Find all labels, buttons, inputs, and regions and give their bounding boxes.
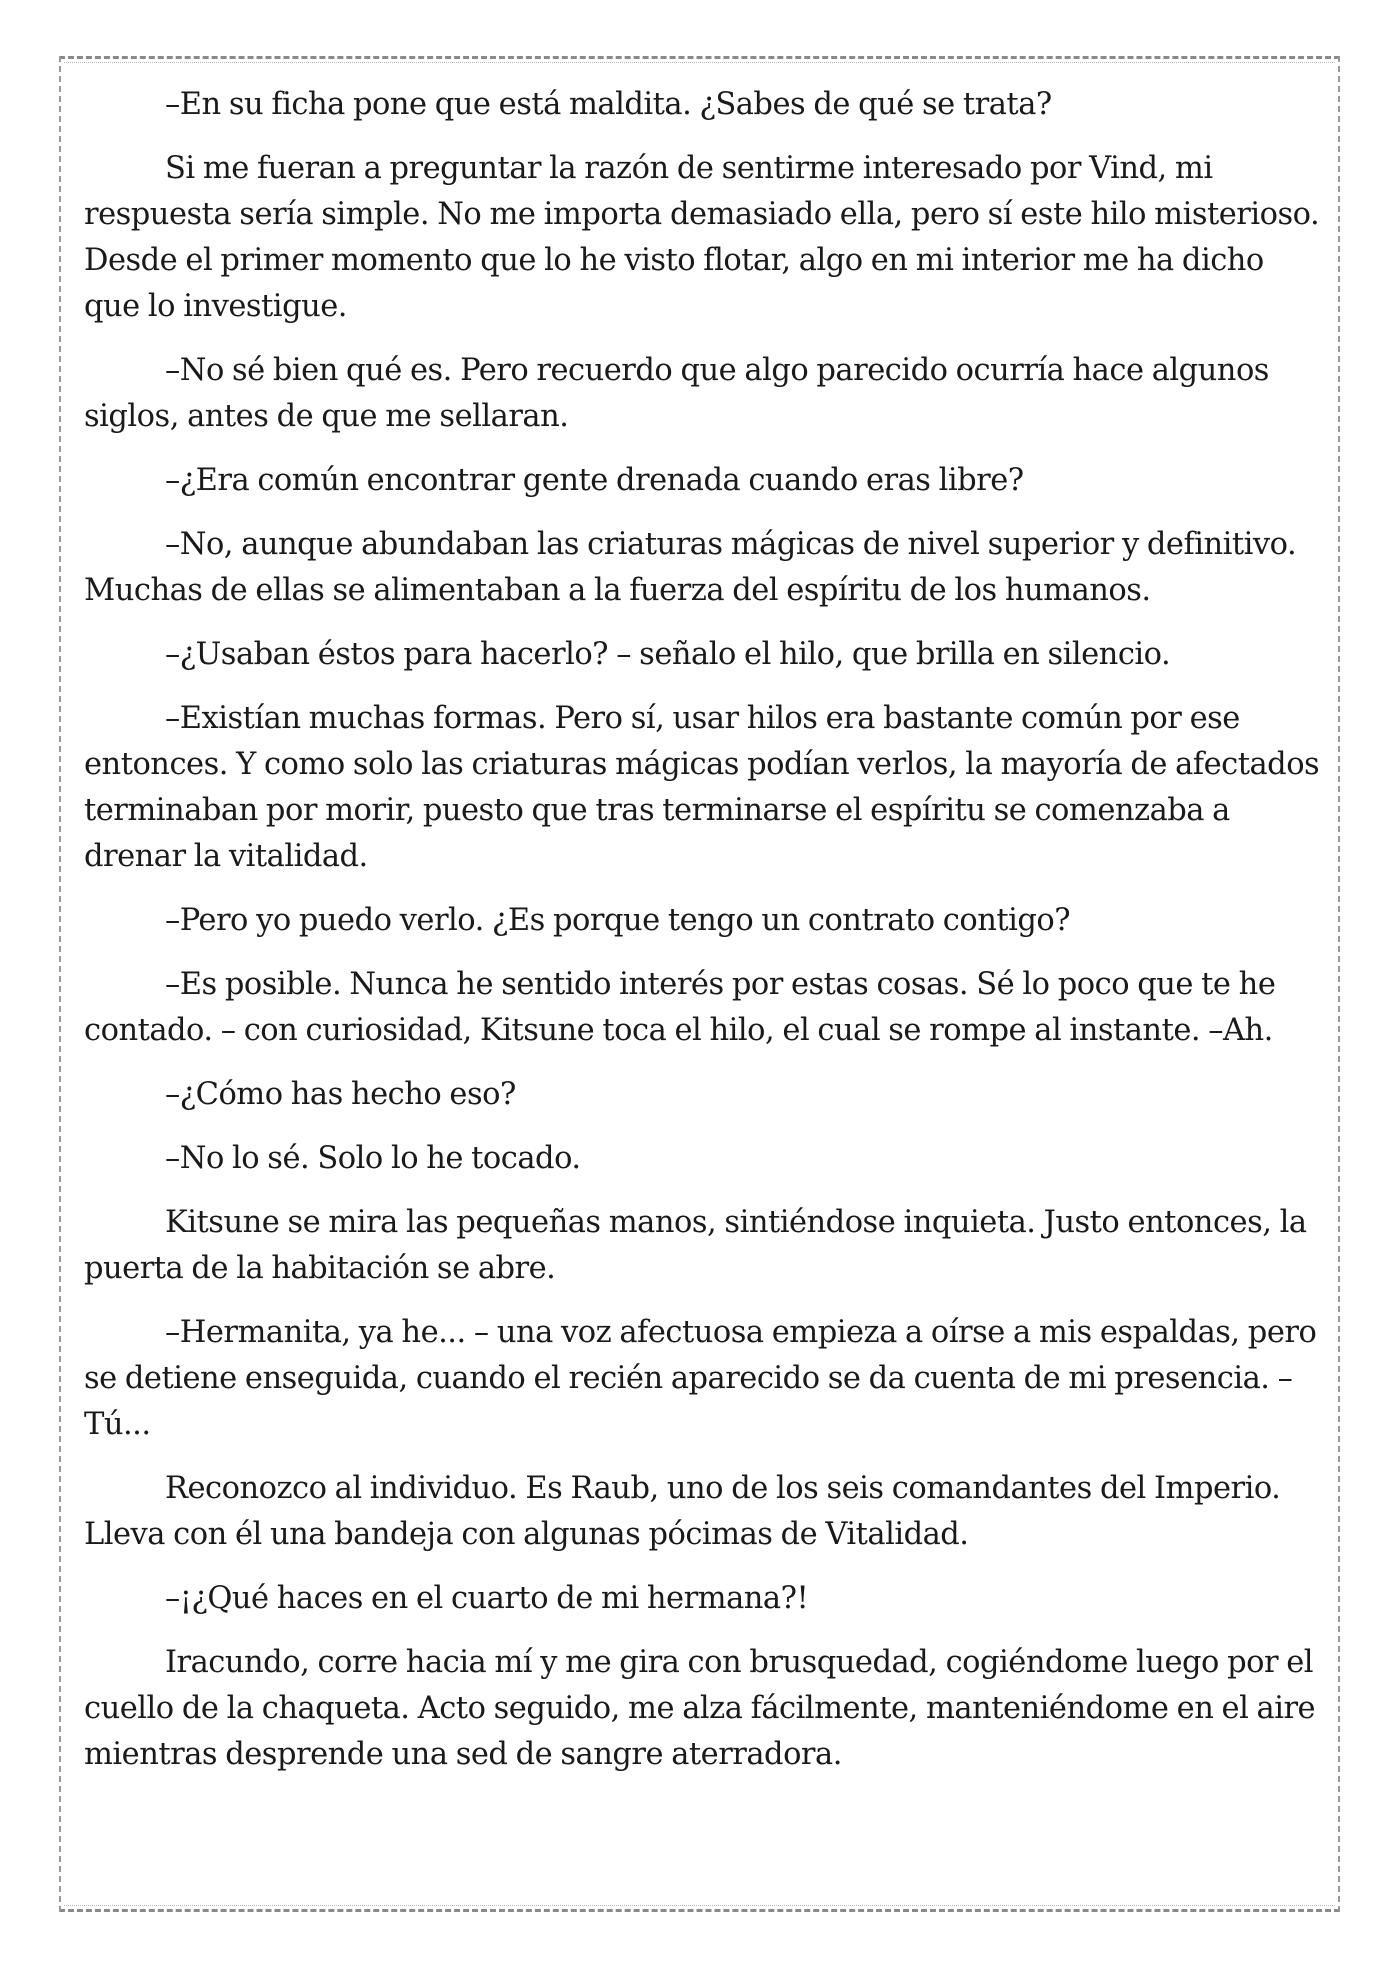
paragraph-8: –Pero yo puedo verlo. ¿Es porque tengo un contrato contigo? (165, 903, 1071, 938)
paragraph-2: Si me fueran a preguntar la razón de sentirme interesado por Vind, mi respuesta sería simple. No me importa demasiado ella, pero sí este hilo misterioso. Desde el primer momento que lo he visto flotar, algo en mi interior me ha dicho que lo investigue. (84, 151, 1320, 324)
paragraph-15: –¡¿Qué haces en el cuarto de mi hermana?! (165, 1581, 809, 1616)
paragraph-16: Iracundo, corre hacia mí y me gira con brusquedad, cogiéndome luego por el cuello de la chaqueta. Acto seguido, me alza fácilmente, manteniéndome en el aire mientras desprende una sed de sangre aterradora. (84, 1645, 1316, 1772)
paragraph-12: Kitsune se mira las pequeñas manos, sintiéndose inquieta. Justo entonces, la puerta de la habitación se abre. (84, 1205, 1307, 1286)
page-text (84, 82, 1321, 1796)
paragraph-4: –¿Era común encontrar gente drenada cuando eras libre? (165, 463, 1024, 498)
paragraph-5: –No, aunque abundaban las criaturas mágicas de nivel superior y definitivo. Muchas de ellas se alimentaban a la fuerza del espíritu de los humanos. (84, 527, 1297, 608)
paragraph-14: Reconozco al individuo. Es Raub, uno de los seis comandantes del Imperio. Lleva con él una bandeja con algunas pócimas de Vitalidad. (84, 1471, 1281, 1552)
paragraph-11: –No lo sé. Solo lo he tocado. (165, 1141, 581, 1176)
paragraph-13: –Hermanita, ya he... – una voz afectuosa empieza a oírse a mis espaldas, pero se detiene enseguida, cuando el recién aparecido se da cuenta de mi presencia. –Tú... (84, 1315, 1317, 1442)
paragraph-1: –En su ficha pone que está maldita. ¿Sabes de qué se trata? (165, 87, 1052, 122)
paragraph-9: –Es posible. Nunca he sentido interés por estas cosas. Sé lo poco que te he contado. – con curiosidad, Kitsune toca el hilo, el cual se rompe al instante. –Ah. (84, 967, 1276, 1048)
paragraph-6: –¿Usaban éstos para hacerlo? – señalo el hilo, que brilla en silencio. (165, 637, 1171, 672)
paragraph-7: –Existían muchas formas. Pero sí, usar hilos era bastante común por ese entonces. Y como solo las criaturas mágicas podían verlos, la mayoría de afectados terminaban por morir, puesto que tras terminarse el espíritu se comenzaba a drenar la vitalidad. (84, 701, 1320, 874)
paragraph-3: –No sé bien qué es. Pero recuerdo que algo parecido ocurría hace algunos siglos, antes de que me sellaran. (84, 353, 1269, 434)
paragraph-10: –¿Cómo has hecho eso? (165, 1077, 516, 1112)
